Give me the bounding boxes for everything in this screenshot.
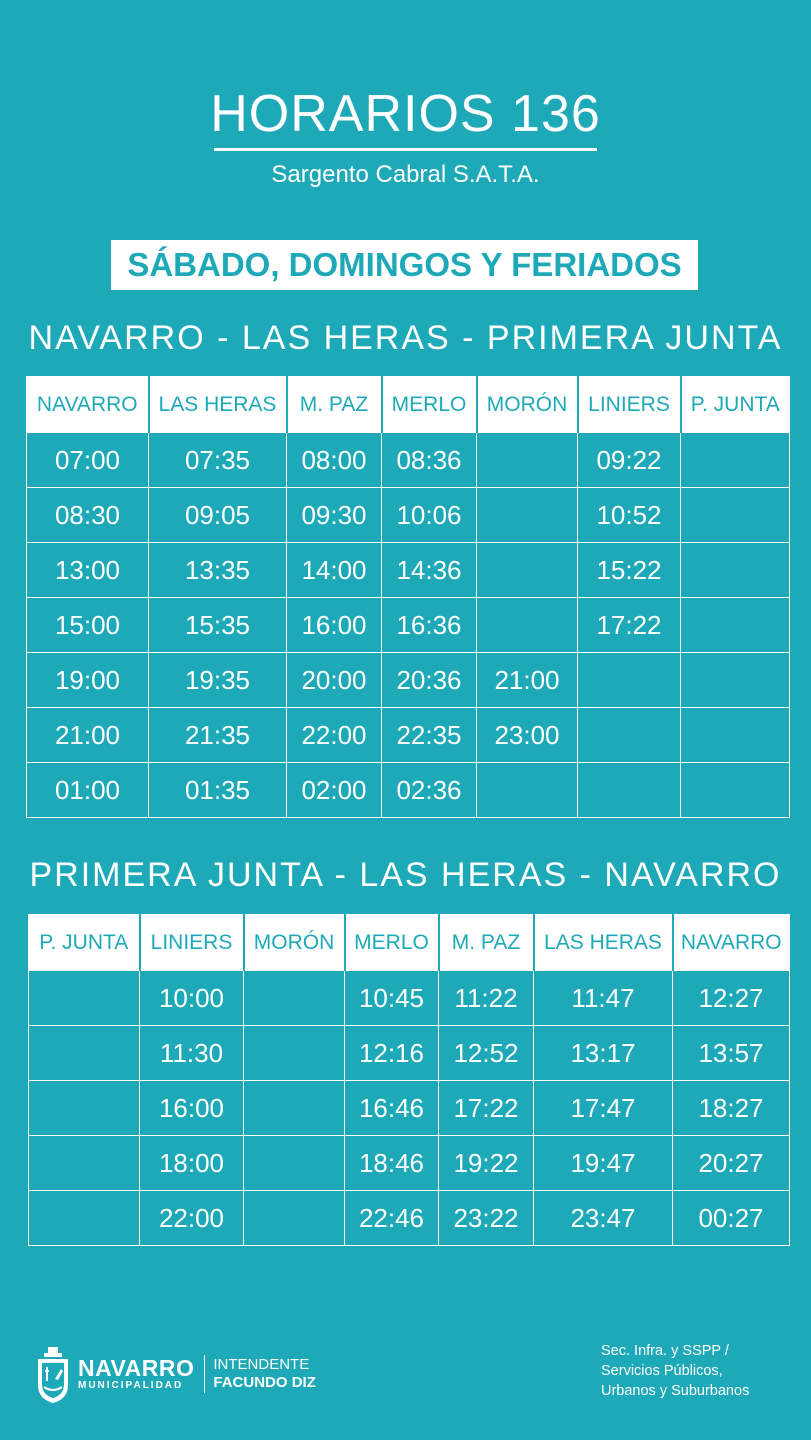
time-cell: 11:22	[439, 971, 534, 1026]
column-header: MERLO	[345, 915, 439, 971]
time-cell: 18:27	[673, 1081, 790, 1136]
time-cell: 01:00	[27, 763, 149, 818]
time-cell: 22:35	[382, 708, 477, 763]
brand-name: NAVARRO	[78, 1355, 195, 1381]
time-cell: 10:06	[382, 488, 477, 543]
time-cell	[29, 1026, 140, 1081]
time-cell: 19:35	[149, 653, 287, 708]
time-cell	[244, 1191, 345, 1246]
time-cell: 14:00	[287, 543, 382, 598]
time-cell: 22:00	[287, 708, 382, 763]
time-cell	[681, 433, 790, 488]
title-underline	[214, 148, 597, 151]
time-cell: 19:47	[534, 1136, 673, 1191]
time-cell	[29, 971, 140, 1026]
time-cell	[29, 1191, 140, 1246]
time-cell: 23:47	[534, 1191, 673, 1246]
route1-table	[26, 376, 790, 818]
table-row	[27, 653, 790, 708]
time-cell	[244, 1081, 345, 1136]
time-cell	[29, 1136, 140, 1191]
page-title: HORARIOS 136	[210, 85, 601, 143]
time-cell: 23:00	[477, 708, 578, 763]
time-cell: 17:22	[578, 598, 681, 653]
time-cell	[477, 763, 578, 818]
secretaria-line: Sec. Infra. y SSPP /	[601, 1343, 729, 1359]
time-cell: 16:46	[345, 1081, 439, 1136]
time-cell: 21:35	[149, 708, 287, 763]
column-header: M. PAZ	[439, 915, 534, 971]
footer-logo	[36, 1343, 316, 1405]
time-cell: 09:05	[149, 488, 287, 543]
time-cell: 13:57	[673, 1026, 790, 1081]
time-cell: 23:22	[439, 1191, 534, 1246]
time-cell: 07:35	[149, 433, 287, 488]
column-header: M. PAZ	[287, 377, 382, 433]
page-subtitle: Sargento Cabral S.A.T.A.	[271, 161, 540, 188]
column-header: P. JUNTA	[681, 377, 790, 433]
route2-title: PRIMERA JUNTA - LAS HERAS - NAVARRO	[29, 856, 782, 894]
time-cell: 20:36	[382, 653, 477, 708]
time-cell: 18:46	[345, 1136, 439, 1191]
footer-divider	[204, 1355, 205, 1393]
time-cell: 02:36	[382, 763, 477, 818]
time-cell: 14:36	[382, 543, 477, 598]
day-label-box: SÁBADO, DOMINGOS Y FERIADOS	[111, 240, 698, 290]
time-cell	[244, 1136, 345, 1191]
time-cell: 08:30	[27, 488, 149, 543]
time-cell	[681, 543, 790, 598]
column-header: LINIERS	[578, 377, 681, 433]
column-header: LINIERS	[140, 915, 244, 971]
time-cell: 20:00	[287, 653, 382, 708]
time-cell: 12:52	[439, 1026, 534, 1081]
time-cell	[477, 598, 578, 653]
time-cell: 09:30	[287, 488, 382, 543]
time-cell: 07:00	[27, 433, 149, 488]
time-cell: 00:27	[673, 1191, 790, 1246]
time-cell	[477, 543, 578, 598]
time-cell: 11:30	[140, 1026, 244, 1081]
time-cell	[681, 488, 790, 543]
time-cell: 16:36	[382, 598, 477, 653]
table-row	[27, 763, 790, 818]
time-cell	[29, 1081, 140, 1136]
time-cell	[477, 488, 578, 543]
time-cell: 15:22	[578, 543, 681, 598]
route1-title: NAVARRO - LAS HERAS - PRIMERA JUNTA	[28, 319, 783, 357]
column-header: MORÓN	[244, 915, 345, 971]
table-row	[27, 543, 790, 598]
time-cell	[578, 763, 681, 818]
column-header: NAVARRO	[673, 915, 790, 971]
time-cell: 16:00	[287, 598, 382, 653]
table-row	[29, 1026, 790, 1081]
column-header: MORÓN	[477, 377, 578, 433]
time-cell: 02:00	[287, 763, 382, 818]
time-cell: 21:00	[477, 653, 578, 708]
time-cell: 20:27	[673, 1136, 790, 1191]
column-header: NAVARRO	[27, 377, 149, 433]
table-row	[29, 1081, 790, 1136]
time-cell: 10:45	[345, 971, 439, 1026]
time-cell: 08:36	[382, 433, 477, 488]
time-cell	[578, 708, 681, 763]
secretaria-text	[601, 1341, 749, 1401]
time-cell: 12:27	[673, 971, 790, 1026]
time-cell: 17:47	[534, 1081, 673, 1136]
table-row	[27, 708, 790, 763]
time-cell: 15:00	[27, 598, 149, 653]
time-cell: 15:35	[149, 598, 287, 653]
time-cell: 19:22	[439, 1136, 534, 1191]
time-cell: 16:00	[140, 1081, 244, 1136]
intendente-label: INTENDENTE	[213, 1356, 310, 1373]
time-cell: 22:00	[140, 1191, 244, 1246]
municipal-shield-icon	[36, 1343, 70, 1405]
time-cell	[681, 708, 790, 763]
time-cell: 13:00	[27, 543, 149, 598]
time-cell: 11:47	[534, 971, 673, 1026]
column-header: LAS HERAS	[149, 377, 287, 433]
time-cell: 22:46	[345, 1191, 439, 1246]
time-cell: 08:00	[287, 433, 382, 488]
time-cell	[477, 433, 578, 488]
table-row	[29, 1136, 790, 1191]
time-cell: 13:17	[534, 1026, 673, 1081]
table-row	[27, 488, 790, 543]
time-cell: 10:00	[140, 971, 244, 1026]
time-cell	[244, 1026, 345, 1081]
time-cell: 17:22	[439, 1081, 534, 1136]
time-cell: 09:22	[578, 433, 681, 488]
time-cell: 01:35	[149, 763, 287, 818]
time-cell	[681, 763, 790, 818]
column-header: MERLO	[382, 377, 477, 433]
time-cell	[681, 598, 790, 653]
time-cell: 18:00	[140, 1136, 244, 1191]
time-cell	[681, 653, 790, 708]
route2-table	[28, 914, 790, 1246]
time-cell: 19:00	[27, 653, 149, 708]
time-cell: 10:52	[578, 488, 681, 543]
column-header: LAS HERAS	[534, 915, 673, 971]
table-row	[29, 1191, 790, 1246]
secretaria-line: Urbanos y Suburbanos	[601, 1383, 750, 1399]
time-cell: 21:00	[27, 708, 149, 763]
time-cell: 12:16	[345, 1026, 439, 1081]
table-row	[27, 433, 790, 488]
table-row	[29, 971, 790, 1026]
time-cell	[244, 971, 345, 1026]
secretaria-line: Servicios Públicos,	[601, 1363, 723, 1379]
intendente-name: FACUNDO DIZ	[213, 1374, 316, 1391]
time-cell: 13:35	[149, 543, 287, 598]
brand-subtitle: MUNICIPALIDAD	[78, 1380, 184, 1391]
column-header: P. JUNTA	[29, 915, 140, 971]
time-cell	[578, 653, 681, 708]
table-row	[27, 598, 790, 653]
